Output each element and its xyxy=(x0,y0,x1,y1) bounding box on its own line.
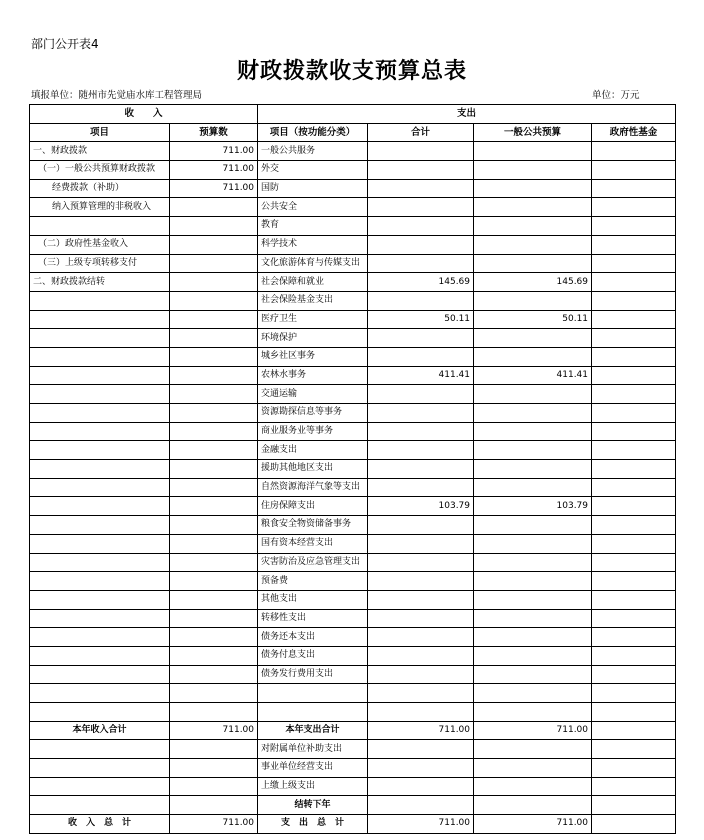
expense-general-cell xyxy=(474,572,592,591)
expense-general-cell xyxy=(474,161,592,180)
table-row xyxy=(30,534,676,553)
income-value-cell xyxy=(170,497,258,516)
income-item-cell: （一）一般公共预算财政拨款 xyxy=(30,161,170,180)
income-item-cell xyxy=(30,777,170,796)
table-row xyxy=(30,646,676,665)
expense-total-cell xyxy=(368,796,474,815)
expense-item-cell: 国防 xyxy=(258,179,368,198)
expense-item-cell: 债务发行费用支出 xyxy=(258,665,368,684)
expense-item-cell: 支 出 总 计 xyxy=(258,815,368,834)
income-item-cell xyxy=(30,590,170,609)
expense-total-cell xyxy=(368,646,474,665)
income-value-cell xyxy=(170,310,258,329)
expense-general-cell xyxy=(474,646,592,665)
income-value-cell xyxy=(170,291,258,310)
expense-total-cell xyxy=(368,179,474,198)
income-item-cell xyxy=(30,404,170,423)
table-row xyxy=(30,553,676,572)
income-value-cell xyxy=(170,347,258,366)
income-item-cell xyxy=(30,609,170,628)
expense-total-cell xyxy=(368,703,474,722)
income-item-cell xyxy=(30,329,170,348)
expense-total-cell: 411.41 xyxy=(368,366,474,385)
expense-general-cell xyxy=(474,665,592,684)
header-function-item: 项目（按功能分类） xyxy=(258,123,368,142)
expense-total-cell xyxy=(368,142,474,161)
expense-total-cell xyxy=(368,759,474,778)
expense-gov-cell xyxy=(592,142,676,161)
table-row xyxy=(30,684,676,703)
expense-total-cell xyxy=(368,385,474,404)
expense-gov-cell xyxy=(592,198,676,217)
income-item-cell xyxy=(30,628,170,647)
expense-gov-cell xyxy=(592,329,676,348)
income-value-cell xyxy=(170,422,258,441)
expense-general-cell: 145.69 xyxy=(474,273,592,292)
expense-item-cell: 交通运输 xyxy=(258,385,368,404)
expense-gov-cell xyxy=(592,385,676,404)
expense-item-cell: 教育 xyxy=(258,217,368,236)
table-row xyxy=(30,329,676,348)
expense-item-cell xyxy=(258,703,368,722)
expense-general-cell xyxy=(474,404,592,423)
budget-table-body xyxy=(30,105,676,834)
expense-gov-cell xyxy=(592,721,676,740)
expense-general-cell xyxy=(474,534,592,553)
header-income: 收 入 xyxy=(30,105,258,124)
table-row xyxy=(30,777,676,796)
header-item: 项目 xyxy=(30,123,170,142)
expense-general-cell xyxy=(474,777,592,796)
table-row xyxy=(30,291,676,310)
expense-gov-cell xyxy=(592,273,676,292)
expense-general-cell xyxy=(474,516,592,535)
expense-gov-cell xyxy=(592,291,676,310)
expense-general-cell: 50.11 xyxy=(474,310,592,329)
income-value-cell xyxy=(170,404,258,423)
expense-general-cell xyxy=(474,684,592,703)
expense-item-cell xyxy=(258,684,368,703)
expense-item-cell: 自然资源海洋气象等支出 xyxy=(258,478,368,497)
income-value-cell xyxy=(170,217,258,236)
expense-general-cell xyxy=(474,460,592,479)
expense-item-cell: 粮食安全物资储备事务 xyxy=(258,516,368,535)
table-row xyxy=(30,516,676,535)
expense-item-cell: 对附属单位补助支出 xyxy=(258,740,368,759)
income-value-cell: 711.00 xyxy=(170,142,258,161)
income-item-cell xyxy=(30,646,170,665)
table-row xyxy=(30,385,676,404)
expense-total-cell xyxy=(368,441,474,460)
income-item-cell xyxy=(30,796,170,815)
income-item-cell xyxy=(30,422,170,441)
table-row xyxy=(30,404,676,423)
expense-gov-cell xyxy=(592,740,676,759)
expense-gov-cell xyxy=(592,684,676,703)
table-row xyxy=(30,217,676,236)
expense-gov-cell xyxy=(592,796,676,815)
expense-total-cell: 103.79 xyxy=(368,497,474,516)
expense-general-cell xyxy=(474,198,592,217)
income-value-cell xyxy=(170,740,258,759)
income-value-cell xyxy=(170,329,258,348)
table-row xyxy=(30,478,676,497)
expense-item-cell: 商业服务业等事务 xyxy=(258,422,368,441)
expense-general-cell xyxy=(474,329,592,348)
income-item-cell xyxy=(30,740,170,759)
income-item-cell: 收 入 总 计 xyxy=(30,815,170,834)
income-item-cell xyxy=(30,347,170,366)
header-total: 合计 xyxy=(368,123,474,142)
expense-item-cell: 环境保护 xyxy=(258,329,368,348)
expense-gov-cell xyxy=(592,422,676,441)
table-row xyxy=(30,142,676,161)
table-row xyxy=(30,161,676,180)
expense-gov-cell xyxy=(592,217,676,236)
expense-general-cell xyxy=(474,422,592,441)
expense-gov-cell xyxy=(592,404,676,423)
expense-gov-cell xyxy=(592,478,676,497)
expense-total-cell xyxy=(368,422,474,441)
table-row xyxy=(30,796,676,815)
expense-item-cell: 转移性支出 xyxy=(258,609,368,628)
income-item-cell: 一、财政拨款 xyxy=(30,142,170,161)
expense-general-cell xyxy=(474,347,592,366)
table-row xyxy=(30,740,676,759)
expense-total-cell xyxy=(368,235,474,254)
income-value-cell: 711.00 xyxy=(170,815,258,834)
expense-general-cell xyxy=(474,590,592,609)
expense-item-cell: 资源勘探信息等事务 xyxy=(258,404,368,423)
table-row xyxy=(30,460,676,479)
expense-total-cell: 145.69 xyxy=(368,273,474,292)
expense-gov-cell xyxy=(592,572,676,591)
expense-gov-cell xyxy=(592,347,676,366)
income-item-cell xyxy=(30,291,170,310)
expense-item-cell: 预备费 xyxy=(258,572,368,591)
table-row xyxy=(30,422,676,441)
table-row xyxy=(30,572,676,591)
expense-total-cell: 711.00 xyxy=(368,721,474,740)
table-row xyxy=(30,179,676,198)
income-item-cell xyxy=(30,310,170,329)
income-value-cell xyxy=(170,590,258,609)
expense-item-cell: 上缴上级支出 xyxy=(258,777,368,796)
income-value-cell xyxy=(170,516,258,535)
expense-general-cell: 103.79 xyxy=(474,497,592,516)
expense-item-cell: 外交 xyxy=(258,161,368,180)
expense-general-cell xyxy=(474,740,592,759)
expense-gov-cell xyxy=(592,235,676,254)
expense-general-cell xyxy=(474,217,592,236)
expense-item-cell: 住房保障支出 xyxy=(258,497,368,516)
expense-gov-cell xyxy=(592,441,676,460)
income-item-cell xyxy=(30,684,170,703)
table-row xyxy=(30,198,676,217)
expense-item-cell: 医疗卫生 xyxy=(258,310,368,329)
expense-item-cell: 其他支出 xyxy=(258,590,368,609)
expense-general-cell xyxy=(474,291,592,310)
expense-general-cell xyxy=(474,703,592,722)
income-value-cell xyxy=(170,609,258,628)
expense-gov-cell xyxy=(592,815,676,834)
expense-gov-cell xyxy=(592,703,676,722)
table-row xyxy=(30,347,676,366)
expense-total-cell xyxy=(368,572,474,591)
expense-general-cell xyxy=(474,628,592,647)
currency-unit: 单位：万元 xyxy=(592,90,640,101)
table-row xyxy=(30,815,676,834)
expense-total-cell xyxy=(368,740,474,759)
income-value-cell xyxy=(170,273,258,292)
expense-gov-cell xyxy=(592,590,676,609)
expense-gov-cell xyxy=(592,179,676,198)
document-label: 部门公开表4 xyxy=(31,37,99,51)
income-value-cell xyxy=(170,759,258,778)
expense-item-cell: 城乡社区事务 xyxy=(258,347,368,366)
expense-gov-cell xyxy=(592,553,676,572)
income-value-cell: 711.00 xyxy=(170,161,258,180)
expense-gov-cell xyxy=(592,254,676,273)
expense-general-cell: 411.41 xyxy=(474,366,592,385)
expense-item-cell: 社会保险基金支出 xyxy=(258,291,368,310)
expense-general-cell xyxy=(474,441,592,460)
expense-gov-cell xyxy=(592,161,676,180)
expense-total-cell xyxy=(368,404,474,423)
expense-total-cell: 711.00 xyxy=(368,815,474,834)
expense-general-cell xyxy=(474,254,592,273)
income-value-cell xyxy=(170,534,258,553)
expense-total-cell: 50.11 xyxy=(368,310,474,329)
expense-total-cell xyxy=(368,665,474,684)
income-value-cell xyxy=(170,254,258,273)
income-value-cell xyxy=(170,572,258,591)
header-row-columns xyxy=(30,123,676,142)
income-value-cell: 711.00 xyxy=(170,179,258,198)
income-item-cell xyxy=(30,534,170,553)
expense-total-cell xyxy=(368,198,474,217)
income-item-cell xyxy=(30,460,170,479)
income-item-cell xyxy=(30,703,170,722)
table-row xyxy=(30,721,676,740)
expense-total-cell xyxy=(368,777,474,796)
income-item-cell: 纳入预算管理的非税收入 xyxy=(30,198,170,217)
income-value-cell xyxy=(170,441,258,460)
expense-general-cell xyxy=(474,796,592,815)
expense-gov-cell xyxy=(592,366,676,385)
expense-general-cell xyxy=(474,385,592,404)
income-item-cell xyxy=(30,366,170,385)
expense-gov-cell xyxy=(592,460,676,479)
filling-unit: 填报单位：随州市先觉庙水库工程管理局 xyxy=(31,90,203,101)
expense-total-cell xyxy=(368,516,474,535)
income-value-cell xyxy=(170,198,258,217)
expense-item-cell: 事业单位经营支出 xyxy=(258,759,368,778)
page-title: 财政拨款收支预算总表 xyxy=(236,58,467,84)
expense-item-cell: 农林水事务 xyxy=(258,366,368,385)
income-value-cell xyxy=(170,796,258,815)
income-item-cell: （二）政府性基金收入 xyxy=(30,235,170,254)
expense-general-cell xyxy=(474,609,592,628)
expense-total-cell xyxy=(368,460,474,479)
expense-general-cell xyxy=(474,179,592,198)
expense-general-cell xyxy=(474,478,592,497)
income-item-cell xyxy=(30,572,170,591)
income-value-cell xyxy=(170,478,258,497)
income-item-cell: 二、财政拨款结转 xyxy=(30,273,170,292)
expense-total-cell xyxy=(368,609,474,628)
expense-item-cell: 结转下年 xyxy=(258,796,368,815)
income-value-cell xyxy=(170,665,258,684)
expense-total-cell xyxy=(368,478,474,497)
income-item-cell xyxy=(30,478,170,497)
income-value-cell xyxy=(170,703,258,722)
expense-general-cell: 711.00 xyxy=(474,721,592,740)
income-item-cell: 经费拨款（补助） xyxy=(30,179,170,198)
income-item-cell xyxy=(30,553,170,572)
expense-total-cell xyxy=(368,684,474,703)
income-value-cell xyxy=(170,684,258,703)
expense-total-cell xyxy=(368,254,474,273)
header-expense: 支出 xyxy=(258,105,676,124)
header-budget: 预算数 xyxy=(170,123,258,142)
table-row xyxy=(30,366,676,385)
table-row xyxy=(30,665,676,684)
table-row xyxy=(30,590,676,609)
table-row xyxy=(30,254,676,273)
expense-item-cell: 文化旅游体育与传媒支出 xyxy=(258,254,368,273)
income-value-cell xyxy=(170,366,258,385)
expense-total-cell xyxy=(368,553,474,572)
header-general-budget: 一般公共预算 xyxy=(474,123,592,142)
table-row xyxy=(30,759,676,778)
table-row xyxy=(30,273,676,292)
expense-total-cell xyxy=(368,291,474,310)
income-value-cell xyxy=(170,553,258,572)
expense-total-cell xyxy=(368,161,474,180)
budget-table xyxy=(29,104,676,834)
income-value-cell xyxy=(170,460,258,479)
table-row xyxy=(30,310,676,329)
expense-item-cell: 债务付息支出 xyxy=(258,646,368,665)
table-row xyxy=(30,609,676,628)
table-row xyxy=(30,703,676,722)
table-row xyxy=(30,628,676,647)
expense-item-cell: 一般公共服务 xyxy=(258,142,368,161)
expense-gov-cell xyxy=(592,646,676,665)
expense-gov-cell xyxy=(592,497,676,516)
expense-total-cell xyxy=(368,347,474,366)
expense-gov-cell xyxy=(592,759,676,778)
expense-item-cell: 援助其他地区支出 xyxy=(258,460,368,479)
income-item-cell xyxy=(30,759,170,778)
expense-gov-cell xyxy=(592,628,676,647)
expense-item-cell: 金融支出 xyxy=(258,441,368,460)
expense-item-cell: 灾害防治及应急管理支出 xyxy=(258,553,368,572)
expense-total-cell xyxy=(368,217,474,236)
expense-item-cell: 国有资本经营支出 xyxy=(258,534,368,553)
income-item-cell xyxy=(30,385,170,404)
expense-general-cell xyxy=(474,759,592,778)
income-item-cell xyxy=(30,516,170,535)
expense-item-cell: 债务还本支出 xyxy=(258,628,368,647)
expense-gov-cell xyxy=(592,516,676,535)
expense-gov-cell xyxy=(592,777,676,796)
income-item-cell xyxy=(30,217,170,236)
income-value-cell xyxy=(170,777,258,796)
income-value-cell xyxy=(170,646,258,665)
expense-total-cell xyxy=(368,329,474,348)
expense-general-cell xyxy=(474,235,592,254)
income-item-cell xyxy=(30,665,170,684)
expense-item-cell: 公共安全 xyxy=(258,198,368,217)
expense-total-cell xyxy=(368,590,474,609)
income-item-cell xyxy=(30,441,170,460)
header-row-groups xyxy=(30,105,676,124)
income-item-cell xyxy=(30,497,170,516)
expense-general-cell: 711.00 xyxy=(474,815,592,834)
expense-gov-cell xyxy=(592,310,676,329)
expense-general-cell xyxy=(474,142,592,161)
income-value-cell xyxy=(170,235,258,254)
expense-total-cell xyxy=(368,628,474,647)
expense-gov-cell xyxy=(592,665,676,684)
expense-item-cell: 本年支出合计 xyxy=(258,721,368,740)
expense-gov-cell xyxy=(592,534,676,553)
expense-general-cell xyxy=(474,553,592,572)
expense-item-cell: 社会保障和就业 xyxy=(258,273,368,292)
income-value-cell xyxy=(170,385,258,404)
income-value-cell xyxy=(170,628,258,647)
table-row xyxy=(30,497,676,516)
income-item-cell: （三）上级专项转移支付 xyxy=(30,254,170,273)
expense-total-cell xyxy=(368,534,474,553)
table-row xyxy=(30,441,676,460)
table-row xyxy=(30,235,676,254)
income-value-cell: 711.00 xyxy=(170,721,258,740)
expense-gov-cell xyxy=(592,609,676,628)
expense-item-cell: 科学技术 xyxy=(258,235,368,254)
header-gov-fund: 政府性基金 xyxy=(592,123,676,142)
income-item-cell: 本年收入合计 xyxy=(30,721,170,740)
